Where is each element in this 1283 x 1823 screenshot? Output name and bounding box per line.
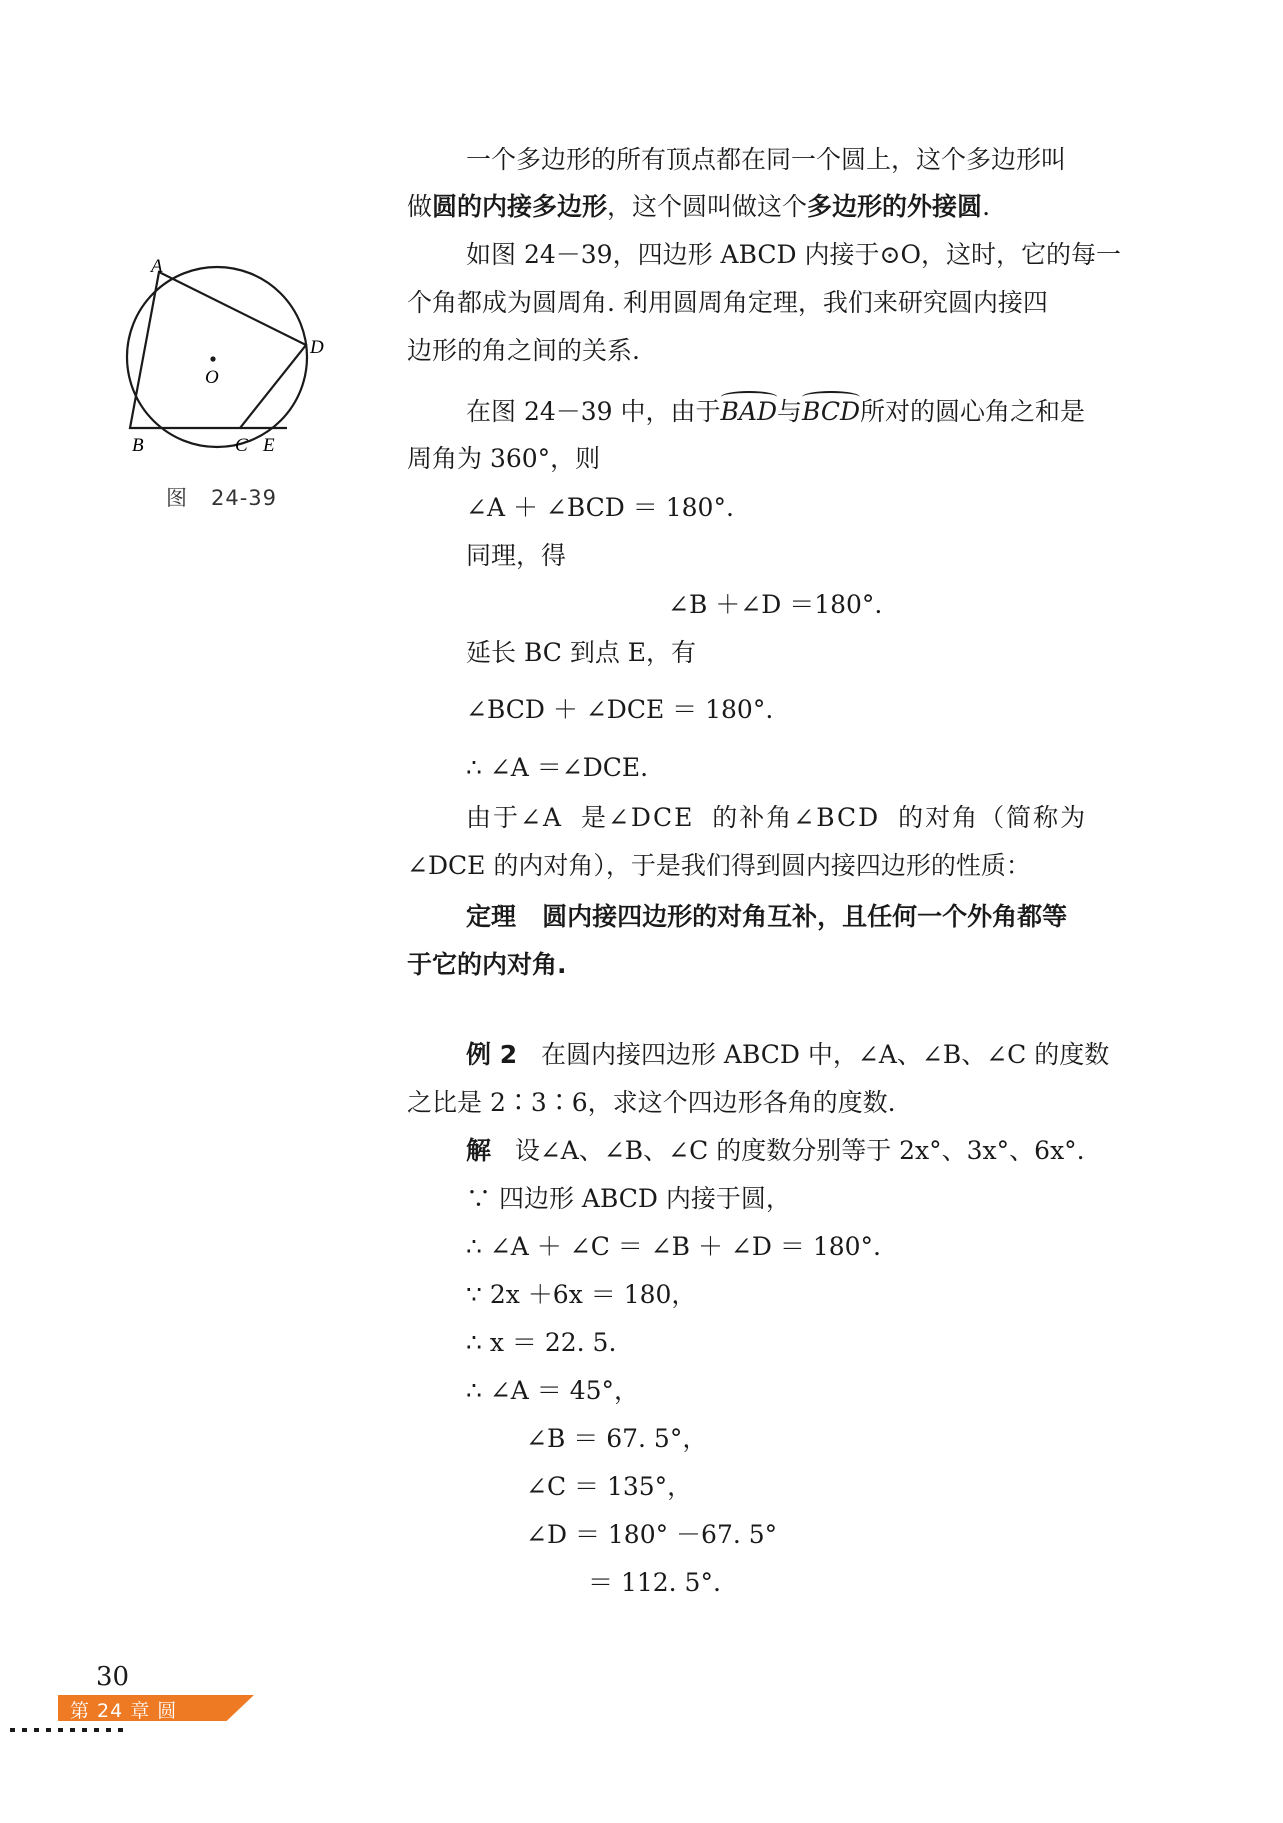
label-o: O xyxy=(205,367,219,388)
para3-line1: 在图 24－39 中，由于BAD与BCD所对的圆心角之和是 xyxy=(466,397,1086,426)
label-d: D xyxy=(310,337,324,358)
label-c: C xyxy=(235,435,248,456)
para2-line2: 个角都成为圆周角. 利用圆周角定理，我们来研究圆内接四 xyxy=(407,288,1048,317)
example-line2: 之比是 2∶3∶6，求这个四边形各角的度数. xyxy=(407,1088,896,1117)
solution-line4: ∵ 2x ＋6x ＝ 180， xyxy=(466,1280,697,1309)
page-number: 30 xyxy=(96,1662,130,1692)
solution-line1: 解 设∠A、∠B、∠C 的度数分别等于 2x°、3x°、6x°. xyxy=(466,1136,1085,1165)
arc-bad: BAD xyxy=(720,397,778,426)
para1-line2: 做圆的内接多边形，这个圆叫做这个多边形的外接圆. xyxy=(407,192,991,221)
term-inscribed-polygon: 圆的内接多边形 xyxy=(432,192,608,221)
chapter-label: 第 24 章 圆 xyxy=(70,1700,178,1722)
term-circumscribed-circle: 多边形的外接圆 xyxy=(807,192,983,221)
solution-line7: ∠B ＝ 67. 5°， xyxy=(526,1424,708,1453)
equation-1: ∠A ＋ ∠BCD ＝ 180°. xyxy=(466,493,734,522)
theorem-line2: 于它的内对角. xyxy=(407,950,567,979)
dotted-rule xyxy=(10,1728,128,1732)
para2-line1: 如图 24－39，四边形 ABCD 内接于⊙O，这时，它的每一 xyxy=(466,240,1121,269)
equation-3: ∠BCD ＋ ∠DCE ＝ 180°. xyxy=(466,695,774,724)
figure-caption: 图 24-39 xyxy=(166,486,278,510)
label-e: E xyxy=(263,435,275,456)
same-reason: 同理，得 xyxy=(466,541,567,570)
equation-4: ∴ ∠A ＝∠DCE. xyxy=(466,753,649,782)
arc-bcd: BCD xyxy=(802,397,861,426)
circle-figure xyxy=(115,255,345,465)
equation-2: ∠B ＋∠D ＝180°. xyxy=(668,590,883,619)
quadrilateral-abcd xyxy=(130,272,306,428)
example-line1: 例 2 在圆内接四边形 ABCD 中，∠A、∠B、∠C 的度数 xyxy=(466,1040,1110,1069)
para4-line1: 由于∠A 是∠DCE 的补角∠BCD 的对角（简称为 xyxy=(466,803,1088,832)
solution-line3: ∴ ∠A ＋ ∠C ＝ ∠B ＋ ∠D ＝ 180°. xyxy=(466,1232,881,1261)
solution-line6: ∴ ∠A ＝ 45°， xyxy=(466,1376,640,1405)
example-label: 例 2 xyxy=(466,1040,518,1069)
theorem-line1: 定理 圆内接四边形的对角互补，且任何一个外角都等 xyxy=(466,902,1068,931)
solution-line5: ∴ x ＝ 22. 5. xyxy=(466,1328,617,1357)
solution-label: 解 xyxy=(466,1136,492,1165)
para3-line2: 周角为 360°，则 xyxy=(407,444,601,473)
center-point xyxy=(210,356,215,361)
solution-line9: ∠D ＝ 180° －67. 5° xyxy=(526,1520,778,1549)
solution-line2: ∵ 四边形 ABCD 内接于圆， xyxy=(466,1184,791,1213)
label-b: B xyxy=(132,435,144,456)
label-a: A xyxy=(151,256,163,277)
para1-line1: 一个多边形的所有顶点都在同一个圆上，这个多边形叫 xyxy=(466,145,1067,174)
solution-line10: ＝ 112. 5°. xyxy=(588,1568,721,1597)
solution-line8: ∠C ＝ 135°， xyxy=(526,1472,693,1501)
theorem-label: 定理 xyxy=(466,902,517,931)
para2-line3: 边形的角之间的关系. xyxy=(407,336,640,365)
extend-line: 延长 BC 到点 E，有 xyxy=(466,638,697,667)
para4-line2: ∠DCE 的内对角），于是我们得到圆内接四边形的性质： xyxy=(407,851,1031,880)
